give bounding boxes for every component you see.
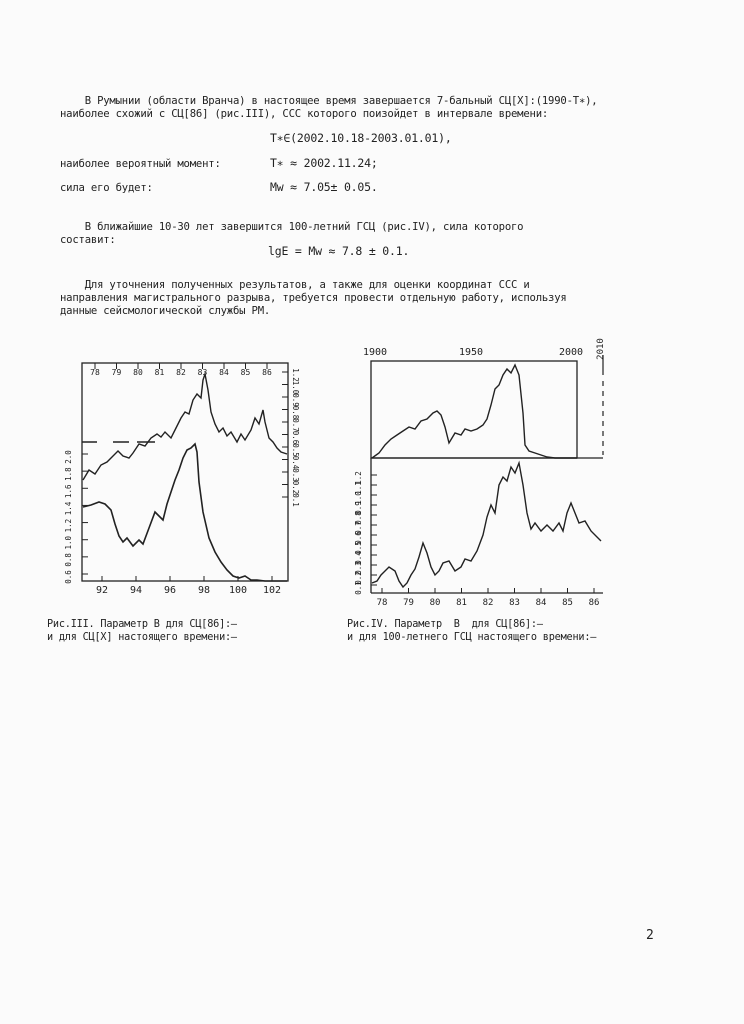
figure-4-bottom-tick-label: 83 <box>509 598 520 608</box>
figure-3-right-tick-label: 0.6 <box>291 430 300 445</box>
figure-3-left-tick-label: 1.4 <box>64 501 73 516</box>
formula-gsc: lgE = Mw ≈ 7.8 ± 0.1. <box>268 244 410 258</box>
figure-4-left-tick-label: 0.5 <box>354 541 363 555</box>
figure-4-bottom-tick-label: 85 <box>562 598 573 608</box>
figure-3-top-tick-label: 82 <box>176 368 186 377</box>
figure-3-left-ticks <box>64 450 88 584</box>
figure-4-caption-line-2: и для 100-летнего ГСЦ настоящего времени:— <box>347 632 597 643</box>
figure-3-top-tick-label: 80 <box>133 368 143 377</box>
figure-3-bottom-ticks <box>96 576 281 596</box>
figure-3-left-tick-label: 0.6 <box>64 570 73 584</box>
figure-4-bottom-tick-label: 84 <box>535 598 547 608</box>
figure-4-bottom-tick-label: 82 <box>482 598 494 608</box>
figure-3-top-tick-label: 81 <box>154 368 165 377</box>
figure-3-top-tick-label: 86 <box>262 368 272 377</box>
figure-3-caption-line-1: Рис.III. Параметр В для СЦ[86]:— <box>47 619 237 630</box>
figure-4-bottom-tick-label: 81 <box>456 598 467 608</box>
paragraph-3-line-3: данные сейсмологической службы РМ. <box>60 305 271 317</box>
figure-3-right-tick-label: 0.5 <box>291 443 300 457</box>
figure-4-top-ticks <box>363 338 606 360</box>
force-label: сила его будет: <box>60 182 153 194</box>
paragraph-3-line-2: направления магистрального разрыва, требуется провести отдельную работу, используя <box>60 292 567 304</box>
figure-3-right-tick-label: 0.2 <box>291 480 300 495</box>
moment-label: наиболее вероятный момент: <box>60 158 221 170</box>
figure-3-right-tick-label: 0.3 <box>291 468 300 482</box>
figure-3-right-tick-label: 1.0 <box>291 380 300 395</box>
page-number: 2 <box>646 928 654 943</box>
figure-4-left-tick-label: 0.1 <box>354 581 363 595</box>
figure-4-bottom-tick-label: 86 <box>588 598 600 608</box>
figure-4-bottom-tick-label: 78 <box>376 598 388 608</box>
figure-4-bottom-tick-label: 80 <box>429 598 441 608</box>
figure-4-left-tick-label: 0.9 <box>354 501 363 515</box>
figure-3-caption-line-2: и для СЦ[Х] настоящего времени:— <box>47 632 237 643</box>
figure-3-bottom-tick-label: 98 <box>197 585 211 596</box>
figure-3-bottom-tick-label: 96 <box>163 585 177 596</box>
paragraph-3-line-1: Для уточнения полученных результатов, а также для оценки координат ССС и <box>60 279 530 291</box>
figure-3 <box>55 352 303 610</box>
figure-4-top-tick-label: 1950 <box>458 347 484 358</box>
figure-3-bottom-tick-label: 102 <box>262 585 282 596</box>
figure-3-curve-sc86 <box>83 374 287 480</box>
figure-4-left-tick-label: 0.2 <box>354 571 363 585</box>
figure-3-right-tick-label: 0.9 <box>291 393 300 407</box>
figure-3-top-tick-label: 79 <box>111 368 122 377</box>
figure-3-bottom-tick-label: 100 <box>228 585 248 596</box>
figure-3-frame <box>82 363 288 581</box>
figure-3-top-ticks <box>90 363 272 377</box>
figure-4-caption-line-1: Рис.IV. Параметр В для СЦ[86]:— <box>347 619 543 630</box>
figure-4-top-tick-label: 2000 <box>558 347 584 358</box>
figure-4-bottom-ticks <box>377 588 600 608</box>
figure-3-top-tick-label: 78 <box>90 368 100 377</box>
figure-4-left-tick-label: 1.1 <box>354 481 363 495</box>
figure-3-right-tick-label: 0.8 <box>291 405 300 420</box>
paragraph-2-line-1: В ближайшие 10-30 лет завершится 100-летний ГСЦ (рис.IV), сила которого <box>60 221 524 233</box>
figure-4-bottom-tick-label: 79 <box>403 598 414 608</box>
figure-4-left-tick-label: 0.8 <box>354 511 363 525</box>
figure-4-left-ticks <box>354 471 377 595</box>
figure-4-curve-gsc <box>372 365 577 458</box>
figure-3-right-tick-label: 0.1 <box>291 493 300 507</box>
formula-interval: T∗∈(2002.10.18-2003.01.01), <box>270 131 452 145</box>
figure-3-bottom-tick-label: 92 <box>95 585 109 596</box>
figure-3-top-tick-label: 83 <box>197 368 208 377</box>
figure-3-right-tick-label: 0.4 <box>291 455 300 470</box>
figure-3-left-tick-label: 1.6 <box>64 484 73 499</box>
figure-3-right-tick-label: 1.2 <box>291 368 300 382</box>
figure-4-left-tick-label: 1.0 <box>354 491 363 505</box>
figure-4-left-tick-label: 0.6 <box>354 531 363 545</box>
figure-4-left-tick-label: 1.2 <box>354 471 363 485</box>
figure-4-top-tick-label: 1900 <box>362 347 388 358</box>
figure-4 <box>345 335 615 615</box>
figure-3-left-tick-label: 1.2 <box>64 518 73 533</box>
paragraph-1-line-1: В Румынии (области Вранча) в настоящее время завершается 7-бальный СЦ[Х]:(1990-T∗), <box>60 95 598 107</box>
paragraph-1-line-2: наиболее схожий с СЦ[86] (рис.III), ССС которого поизойдет в интервале времени: <box>60 108 549 120</box>
figure-3-left-tick-label: 2.0 <box>64 450 73 464</box>
figure-3-top-tick-label: 85 <box>240 368 251 377</box>
figure-3-bottom-tick-label: 94 <box>129 585 143 596</box>
figure-3-right-ticks <box>282 368 300 507</box>
force-value: Mw ≈ 7.05± 0.05. <box>270 180 378 194</box>
figure-4-left-tick-label: 0.3 <box>354 561 363 575</box>
figure-4-upper-frame <box>371 361 577 458</box>
figure-3-left-tick-label: 0.8 <box>64 553 73 567</box>
figure-3-right-tick-label: 0.7 <box>291 418 300 432</box>
figure-4-curve-sc86 <box>372 463 601 587</box>
figure-3-left-tick-label: 1.0 <box>64 535 73 550</box>
figure-4-left-tick-label: 0.7 <box>354 521 363 535</box>
figure-4-left-tick-label: 0.4 <box>354 551 363 565</box>
moment-value: T∗ ≈ 2002.11.24; <box>270 156 378 170</box>
figure-3-top-tick-label: 84 <box>219 368 229 377</box>
figure-4-top-tick-label: 2010 <box>596 338 606 360</box>
figure-3-curve-present <box>83 444 287 581</box>
paragraph-2-line-2: составит: <box>60 234 116 246</box>
figure-3-left-tick-label: 1.8 <box>64 467 73 481</box>
